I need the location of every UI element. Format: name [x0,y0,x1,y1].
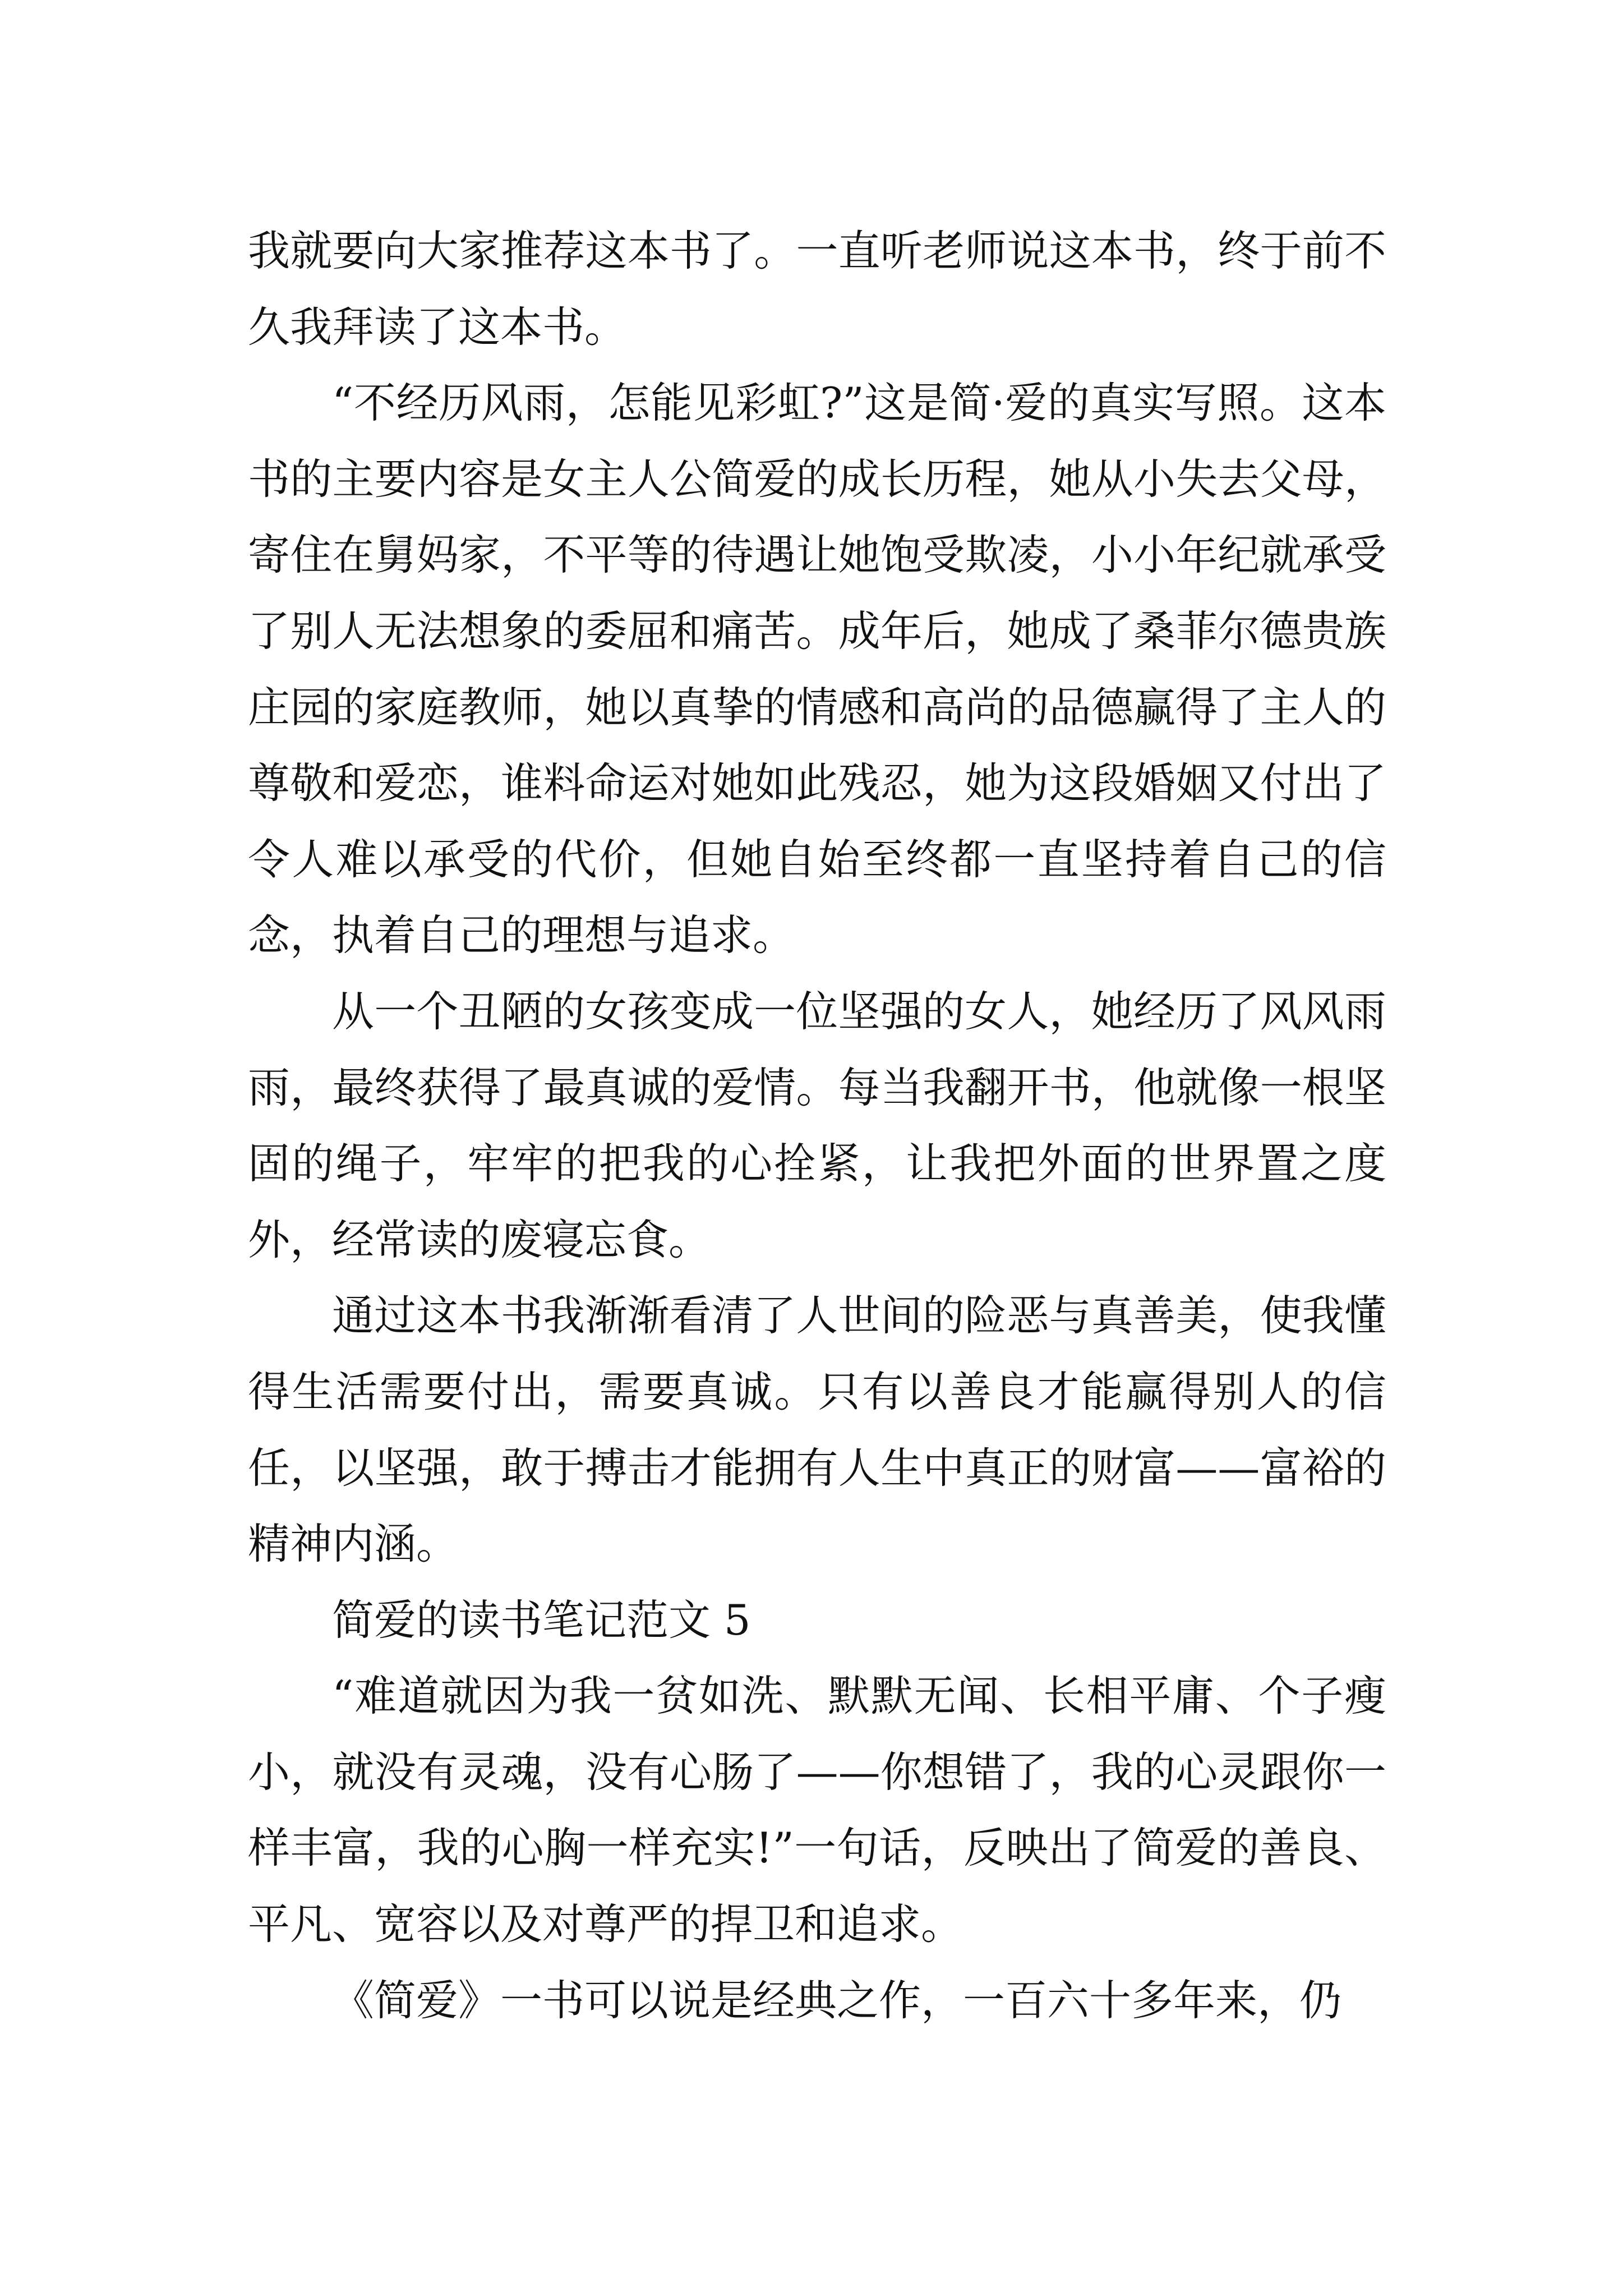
paragraph-5: “难道就因为我一贫如洗、默默无闻、长相平庸、个子瘦小，就没有灵魂，没有心肠了——你想错了，我的心灵跟你一样丰富，我的心胸一样充实!”一句话，反映出了简爱的善良、平凡、宽容以及对尊严的捍卫和追求。 [248,1671,1386,1949]
paragraph-6: 《简爱》一书可以说是经典之作，一百六十多年来，仍 [332,1975,1342,2025]
section-heading: 简爱的读书笔记范文 5 [332,1595,751,1645]
paragraph-1: 我就要向大家推荐这本书了。一直听老师说这本书，终于前不久我拜读了这本书。 [248,226,1386,352]
paragraph-3: 从一个丑陋的女孩变成一位坚强的女人，她经历了风风雨雨，最终获得了最真诚的爱情。每当我翻开书，他就像一根坚固的绳子，牢牢的把我的心拴紧，让我把外面的世界置之度外，经常读的废寝忘食。 [248,986,1386,1264]
paragraph-2: “不经历风雨，怎能见彩虹?”这是简·爱的真实写照。这本书的主要内容是女主人公简爱的成长历程，她从小失去父母，寄住在舅妈家，不平等的待遇让她饱受欺凌，小小年纪就承受了别人无法想象的委屈和痛苦。成年后，她成了桑菲尔德贵族庄园的家庭教师，她以真挚的情感和高尚的品德赢得了主人的尊敬和爱恋，谁料命运对她如此残忍，她为这段婚姻又付出了令人难以承受的代价，但她自始至终都一直坚持着自己的信念，执着自己的理想与追求。 [248,378,1386,960]
paragraph-4: 通过这本书我渐渐看清了人世间的险恶与真善美，使我懂得生活需要付出，需要真诚。只有以善良才能赢得别人的信任，以坚强，敢于搏击才能拥有人生中真正的财富——富裕的精神内涵。 [248,1291,1386,1569]
document-page [248,213,1386,2039]
